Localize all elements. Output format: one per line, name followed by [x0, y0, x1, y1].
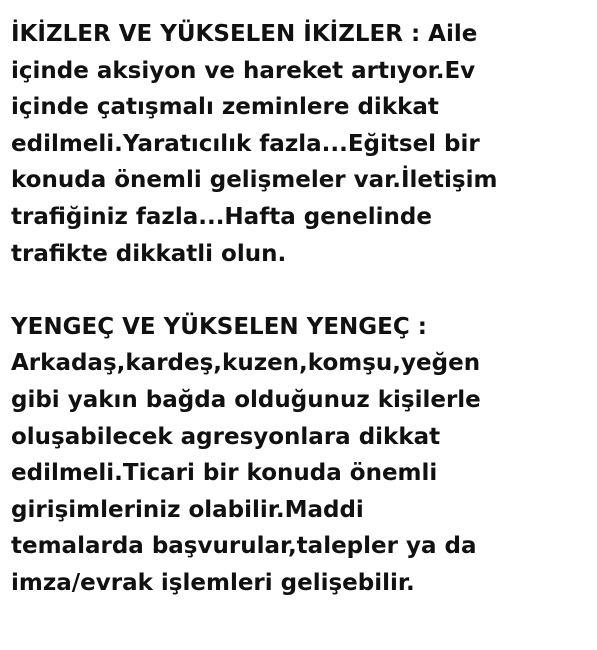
text-line: konuda önemli gelişmeler var.İletişim [11, 167, 498, 194]
text-line: edilmeli.Ticari bir konuda önemli [11, 460, 438, 487]
text-line: içinde aksiyon ve hareket artıyor.Ev [11, 57, 476, 84]
paragraph-ikizler [11, 16, 591, 272]
text-line: girişimleriniz olabilir.Maddi [11, 496, 364, 523]
text-line: içinde çatışmalı zeminlere dikkat [11, 94, 439, 121]
text-line: trafiğiniz fazla...Hafta genelinde [11, 203, 432, 230]
horoscope-text-document [11, 16, 591, 602]
paragraph-gap [11, 272, 591, 309]
text-line: YENGEÇ VE YÜKSELEN YENGEÇ : [11, 313, 427, 340]
text-line: İKİZLER VE YÜKSELEN İKİZLER : Aile [11, 21, 478, 47]
paragraph-yengec [11, 309, 591, 602]
text-line: gibi yakın bağda olduğunuz kişilerle [11, 386, 481, 413]
text-line: edilmeli.Yaratıcılık fazla...Eğitsel bir [11, 130, 480, 157]
text-line: Arkadaş,kardeş,kuzen,komşu,yeğen [11, 350, 481, 377]
text-line: oluşabilecek agresyonlara dikkat [11, 423, 441, 450]
text-line: imza/evrak işlemleri gelişebilir. [11, 569, 415, 596]
text-line: trafikte dikkatli olun. [11, 240, 287, 267]
text-line: temalarda başvurular,talepler ya da [11, 533, 477, 560]
